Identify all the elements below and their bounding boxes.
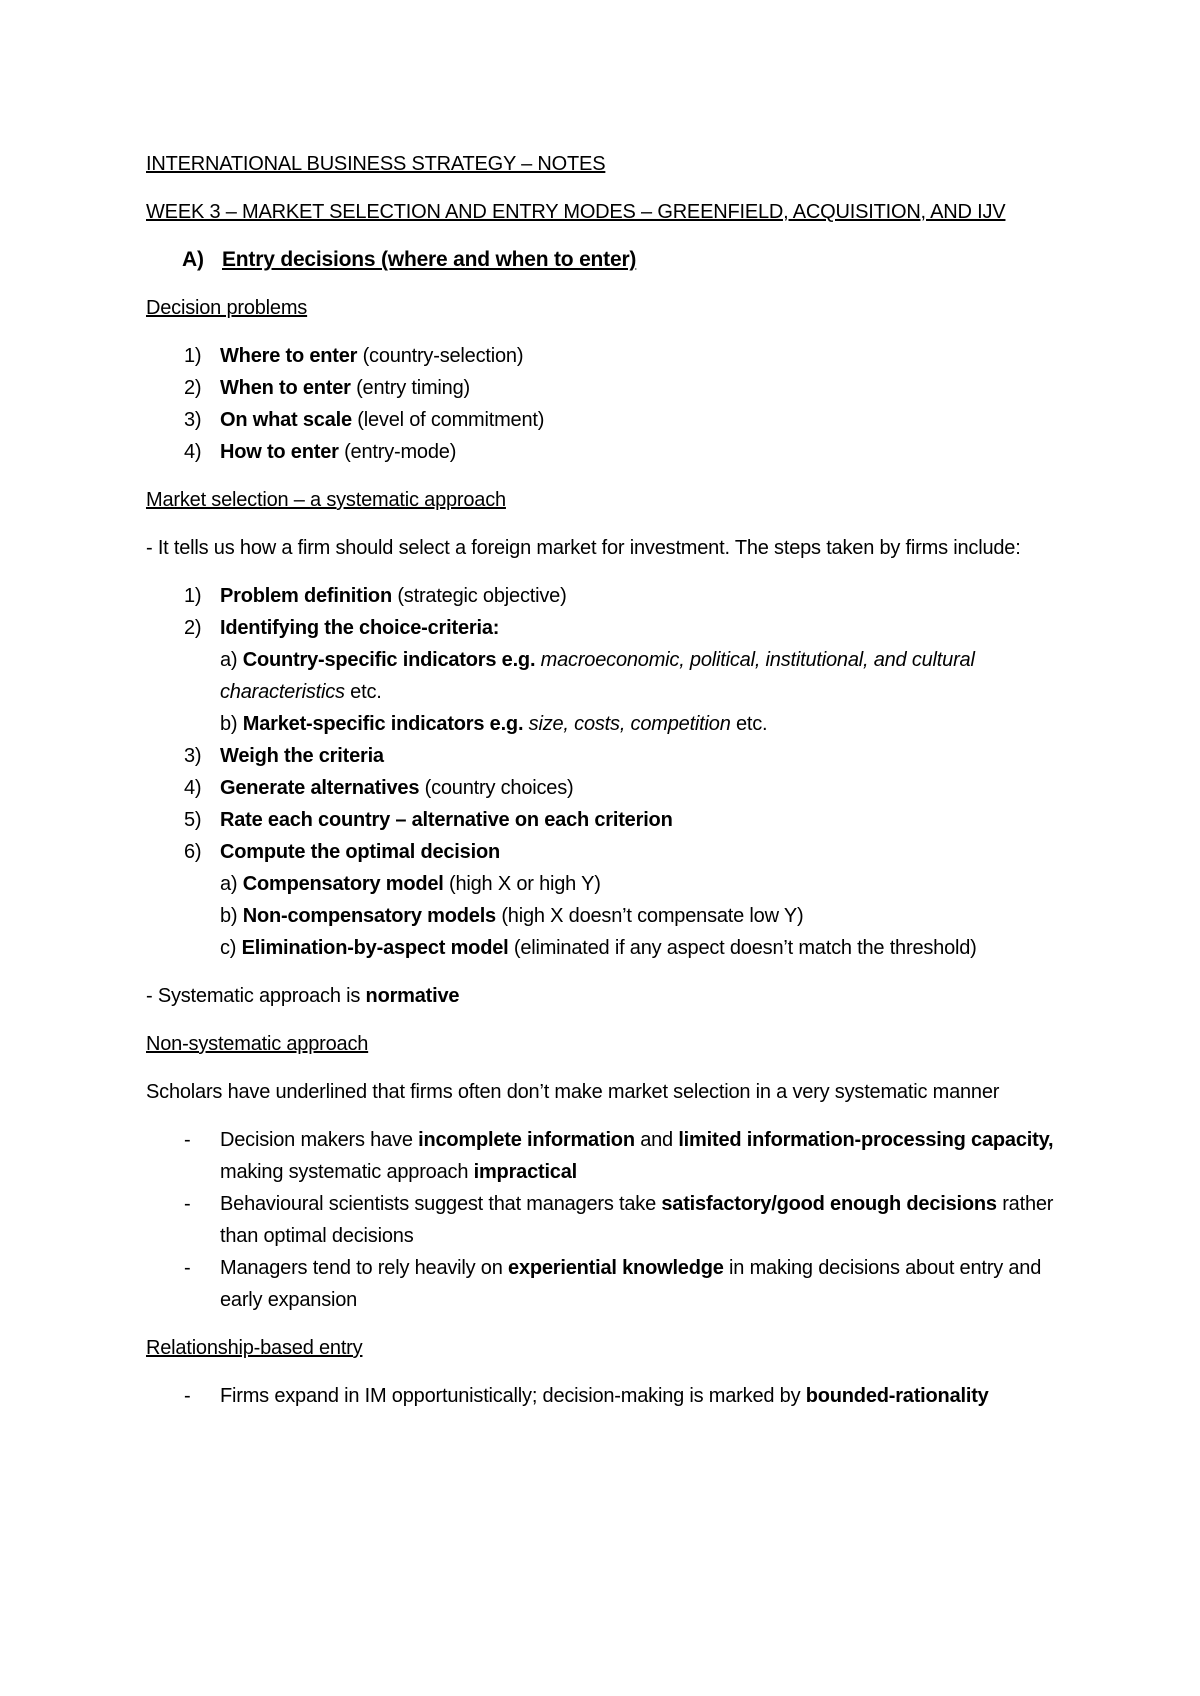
section-a-label: A) (182, 248, 204, 271)
non-systematic-intro: Scholars have underlined that firms often don’t make market selection in a very systematic manner (146, 1081, 1000, 1103)
section-a-title: Entry decisions (where and when to enter) (222, 248, 637, 271)
list-item: 4) How to enter (entry-mode) (184, 441, 457, 463)
list-item: - Behavioural scientists suggest that managers take satisfactory/good enough decisions rather than optimal decisions (184, 1193, 1054, 1247)
systematic-approach-heading: Market selection – a systematic approach (146, 489, 506, 511)
list-item: 3) Weigh the criteria (184, 745, 384, 767)
list-item: 4) Generate alternatives (country choices) (184, 777, 574, 799)
list-item: 6) Compute the optimal decision a) Compensatory model (high X or high Y) b) Non-compensatory models (high X doesn’t compensate low Y) c) Elimination-by-aspect model (eliminated if any aspect doesn’t match the threshold) (184, 841, 977, 959)
non-systematic-list (146, 1124, 1066, 1316)
document-content (146, 148, 1066, 1428)
list-item: 3) On what scale (level of commitment) (184, 409, 545, 431)
relationship-entry-heading: Relationship-based entry (146, 1337, 363, 1359)
list-item: 5) Rate each country – alternative on each criterion (184, 809, 673, 831)
systematic-intro: - It tells us how a firm should select a foreign market for investment. The steps taken by firms include: (146, 537, 1021, 559)
decision-problems-heading: Decision problems (146, 297, 308, 319)
list-item: 2) Identifying the choice-criteria: a) Country-specific indicators e.g. macroeconomic, political, institutional, and cultural characteristics etc. b) Market-specific indicators e.g. size, costs, competition etc. (184, 617, 975, 735)
list-item: 1) Where to enter (country-selection) (184, 345, 524, 367)
week-title: WEEK 3 – MARKET SELECTION AND ENTRY MODES – GREENFIELD, ACQUISITION, AND IJV (146, 201, 1006, 223)
list-item: - Managers tend to rely heavily on experiential knowledge in making decisions about entry and early expansion (184, 1257, 1042, 1311)
document-title: INTERNATIONAL BUSINESS STRATEGY – NOTES (146, 153, 606, 175)
list-item: 1) Problem definition (strategic objective) (184, 585, 567, 607)
normative-note: - Systematic approach is normative (146, 985, 460, 1007)
list-item: 2) When to enter (entry timing) (184, 377, 470, 399)
list-item: - Decision makers have incomplete information and limited information-processing capacity, making systematic approach impractical (184, 1129, 1054, 1183)
non-systematic-heading: Non-systematic approach (146, 1033, 369, 1055)
relationship-entry-list (146, 1380, 1066, 1412)
list-item: - Firms expand in IM opportunistically; decision-making is marked by bounded-rationality (184, 1385, 989, 1407)
systematic-steps-list (146, 580, 1066, 964)
decision-problems-list (146, 340, 1066, 468)
section-a-heading (146, 244, 1066, 276)
